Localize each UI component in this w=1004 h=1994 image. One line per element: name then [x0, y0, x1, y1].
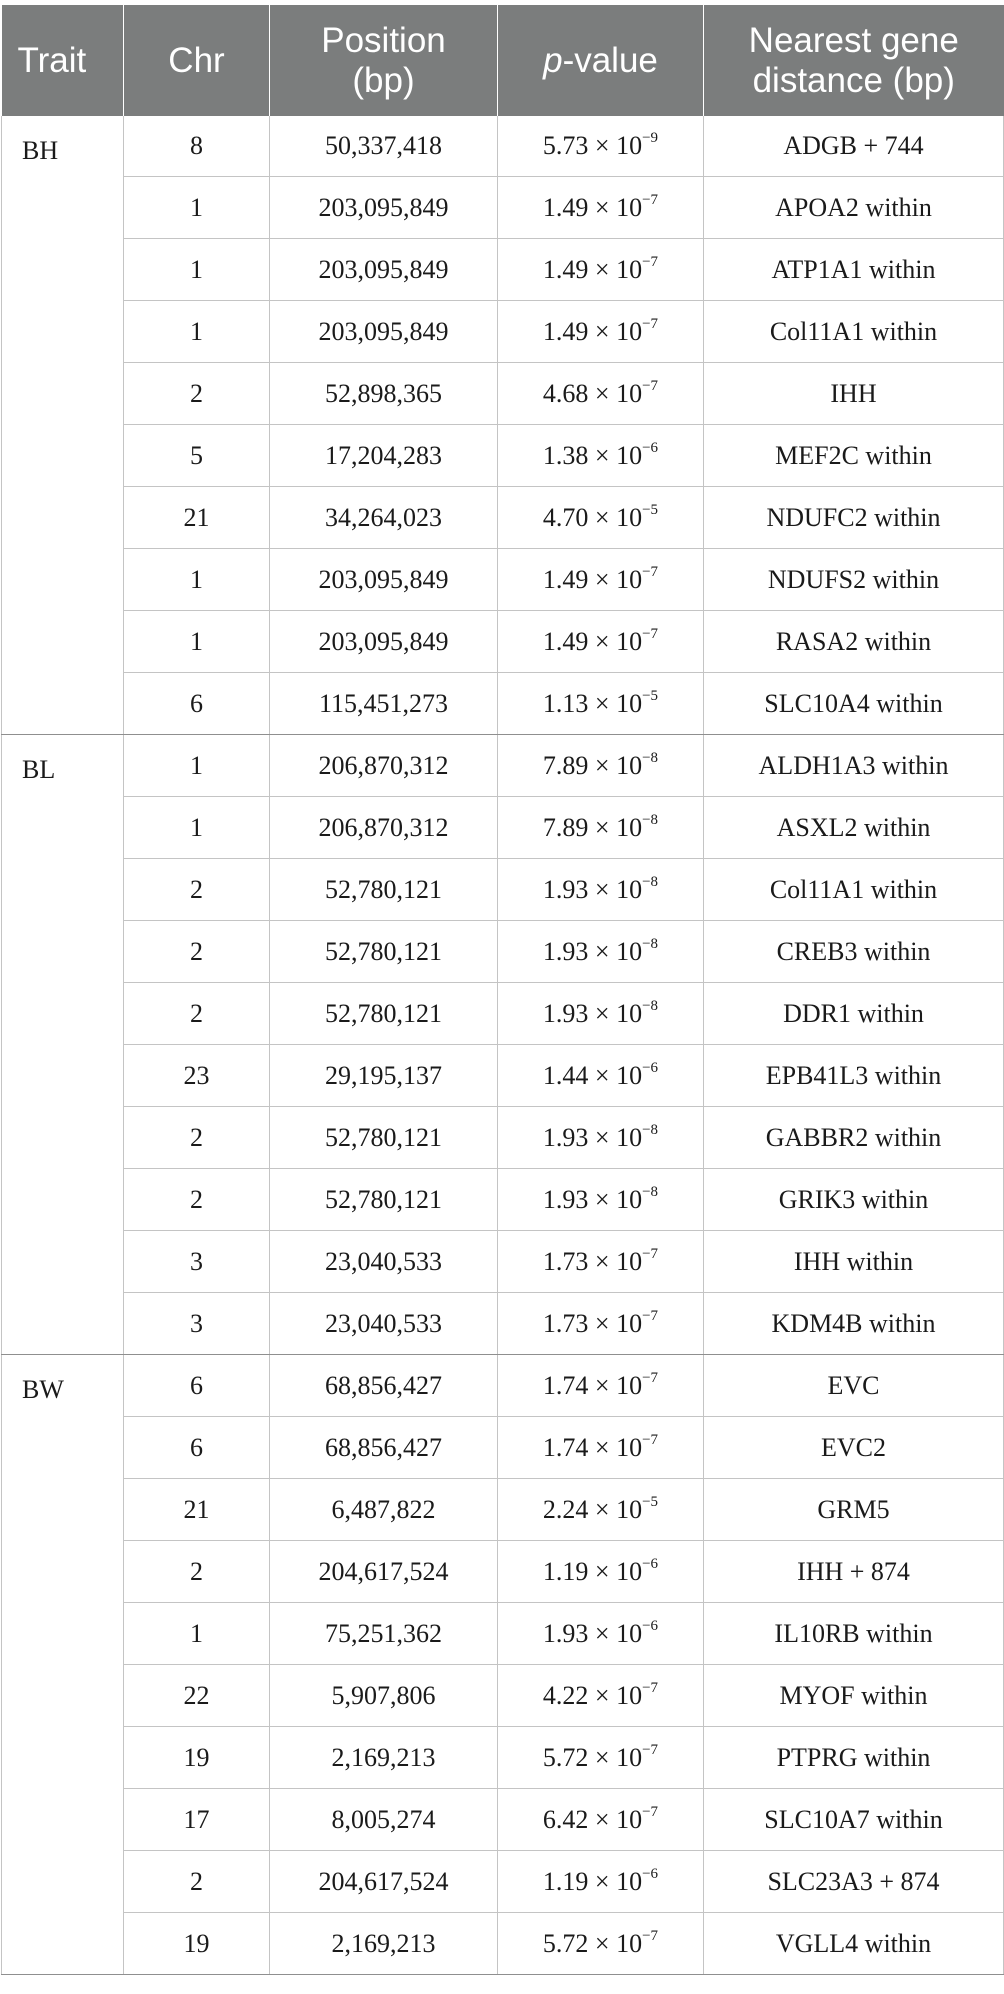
- table-row: [2, 1789, 1004, 1851]
- p-value-mantissa: 1.74 × 10: [542, 1432, 643, 1462]
- position-cell: 206,870,312: [270, 797, 498, 859]
- header-chr: Chr: [124, 5, 270, 116]
- p-value-mantissa: 1.93 × 10: [542, 1618, 643, 1648]
- table-row: [2, 239, 1004, 301]
- chr-cell: 23: [124, 1045, 270, 1107]
- p-value-mantissa: 1.49 × 10: [542, 316, 643, 346]
- p-value-cell: [498, 797, 704, 859]
- p-value-exponent: −7: [642, 1741, 659, 1758]
- p-value-exponent: −7: [642, 1245, 659, 1262]
- nearest-gene-cell: EPB41L3 within: [704, 1045, 1004, 1107]
- p-value-mantissa: 1.49 × 10: [542, 192, 643, 222]
- p-value-exponent: −8: [642, 1121, 659, 1138]
- table-row: [2, 425, 1004, 487]
- position-cell: 203,095,849: [270, 611, 498, 673]
- chr-cell: 2: [124, 1541, 270, 1603]
- p-value-mantissa: 1.49 × 10: [542, 626, 643, 656]
- table-row: [2, 1107, 1004, 1169]
- position-cell: 50,337,418: [270, 116, 498, 177]
- nearest-gene-cell: DDR1 within: [704, 983, 1004, 1045]
- p-value-cell: [498, 116, 704, 177]
- table-row: [2, 1355, 1004, 1417]
- nearest-gene-cell: SLC10A4 within: [704, 673, 1004, 735]
- nearest-gene-cell: IHH + 874: [704, 1541, 1004, 1603]
- table-row: [2, 487, 1004, 549]
- nearest-gene-cell: APOA2 within: [704, 177, 1004, 239]
- nearest-gene-cell: MEF2C within: [704, 425, 1004, 487]
- p-value-cell: [498, 363, 704, 425]
- position-cell: 206,870,312: [270, 735, 498, 797]
- p-value-cell: [498, 983, 704, 1045]
- p-value-mantissa: 1.73 × 10: [542, 1246, 643, 1276]
- chr-cell: 2: [124, 983, 270, 1045]
- p-value-exponent: −8: [642, 997, 659, 1014]
- p-value-cell: [498, 859, 704, 921]
- p-value-cell: [498, 177, 704, 239]
- position-cell: 68,856,427: [270, 1355, 498, 1417]
- p-value-exponent: −7: [642, 1431, 659, 1448]
- p-value-cell: [498, 1045, 704, 1107]
- p-value-mantissa: 1.73 × 10: [542, 1308, 643, 1338]
- p-value-exponent: −7: [642, 1307, 659, 1324]
- chr-cell: 3: [124, 1231, 270, 1293]
- nearest-gene-cell: RASA2 within: [704, 611, 1004, 673]
- p-value-exponent: −8: [642, 1183, 659, 1200]
- chr-cell: 1: [124, 239, 270, 301]
- p-value-mantissa: 4.68 × 10: [542, 378, 643, 408]
- p-value-cell: [498, 611, 704, 673]
- p-value-cell: [498, 425, 704, 487]
- p-value-mantissa: 1.19 × 10: [542, 1866, 643, 1896]
- table-row: [2, 859, 1004, 921]
- p-value-mantissa: 1.13 × 10: [542, 688, 643, 718]
- nearest-gene-cell: ADGB + 744: [704, 116, 1004, 177]
- nearest-gene-cell: VGLL4 within: [704, 1913, 1004, 1975]
- nearest-gene-cell: GRM5: [704, 1479, 1004, 1541]
- p-value-mantissa: 1.93 × 10: [542, 874, 643, 904]
- position-cell: 6,487,822: [270, 1479, 498, 1541]
- trait-cell: BW: [2, 1355, 124, 1975]
- p-value-mantissa: 1.38 × 10: [542, 440, 643, 470]
- chr-cell: 1: [124, 177, 270, 239]
- nearest-gene-cell: Col11A1 within: [704, 859, 1004, 921]
- chr-cell: 19: [124, 1727, 270, 1789]
- p-value-cell: [498, 921, 704, 983]
- p-value-exponent: −7: [642, 1803, 659, 1820]
- position-cell: 2,169,213: [270, 1913, 498, 1975]
- chr-cell: 2: [124, 859, 270, 921]
- nearest-gene-cell: IHH within: [704, 1231, 1004, 1293]
- p-value-exponent: −7: [642, 253, 659, 270]
- p-value-exponent: −7: [642, 191, 659, 208]
- nearest-gene-cell: IHH: [704, 363, 1004, 425]
- table-row: [2, 301, 1004, 363]
- nearest-gene-cell: IL10RB within: [704, 1603, 1004, 1665]
- position-cell: 52,780,121: [270, 921, 498, 983]
- p-value-mantissa: 1.19 × 10: [542, 1556, 643, 1586]
- table-row: [2, 116, 1004, 177]
- chr-cell: 2: [124, 363, 270, 425]
- p-value-exponent: −6: [642, 1059, 659, 1076]
- chr-cell: 2: [124, 921, 270, 983]
- position-cell: 23,040,533: [270, 1231, 498, 1293]
- p-value-mantissa: 6.42 × 10: [542, 1804, 643, 1834]
- chr-cell: 2: [124, 1851, 270, 1913]
- p-value-exponent: −7: [642, 1679, 659, 1696]
- chr-cell: 17: [124, 1789, 270, 1851]
- nearest-gene-cell: KDM4B within: [704, 1293, 1004, 1355]
- chr-cell: 1: [124, 735, 270, 797]
- p-value-exponent: −7: [642, 1927, 659, 1944]
- p-value-cell: [498, 1851, 704, 1913]
- p-value-mantissa: 1.93 × 10: [542, 1122, 643, 1152]
- table-row: [2, 363, 1004, 425]
- chr-cell: 1: [124, 611, 270, 673]
- table-row: [2, 1603, 1004, 1665]
- p-value-mantissa: 2.24 × 10: [542, 1494, 643, 1524]
- table-row: [2, 1417, 1004, 1479]
- nearest-gene-cell: EVC: [704, 1355, 1004, 1417]
- chr-cell: 21: [124, 1479, 270, 1541]
- p-value-mantissa: 5.72 × 10: [542, 1742, 643, 1772]
- p-value-mantissa: 1.93 × 10: [542, 998, 643, 1028]
- gwas-results-table: [1, 5, 1004, 1975]
- p-value-cell: [498, 1727, 704, 1789]
- p-value-mantissa: 1.74 × 10: [542, 1370, 643, 1400]
- nearest-gene-cell: Col11A1 within: [704, 301, 1004, 363]
- chr-cell: 1: [124, 1603, 270, 1665]
- chr-cell: 1: [124, 301, 270, 363]
- p-value-exponent: −7: [642, 563, 659, 580]
- p-value-exponent: −6: [642, 439, 659, 456]
- p-value-exponent: −5: [642, 1493, 659, 1510]
- chr-cell: 1: [124, 549, 270, 611]
- header-p-value: p-value: [498, 5, 704, 116]
- header-trait: Trait: [2, 5, 124, 116]
- table-row: [2, 983, 1004, 1045]
- table-row: [2, 1169, 1004, 1231]
- p-value-cell: [498, 1665, 704, 1727]
- p-value-mantissa: 5.72 × 10: [542, 1928, 643, 1958]
- p-value-exponent: −5: [642, 501, 659, 518]
- p-value-exponent: −6: [642, 1617, 659, 1634]
- p-value-cell: [498, 301, 704, 363]
- table-row: [2, 1293, 1004, 1355]
- header-position: Position (bp): [270, 5, 498, 116]
- nearest-gene-cell: ATP1A1 within: [704, 239, 1004, 301]
- p-value-mantissa: 1.49 × 10: [542, 254, 643, 284]
- p-value-cell: [498, 1169, 704, 1231]
- position-cell: 17,204,283: [270, 425, 498, 487]
- p-value-exponent: −7: [642, 315, 659, 332]
- position-cell: 34,264,023: [270, 487, 498, 549]
- position-cell: 5,907,806: [270, 1665, 498, 1727]
- chr-cell: 19: [124, 1913, 270, 1975]
- p-value-cell: [498, 1789, 704, 1851]
- p-value-exponent: −8: [642, 873, 659, 890]
- position-cell: 8,005,274: [270, 1789, 498, 1851]
- p-value-cell: [498, 1541, 704, 1603]
- position-cell: 23,040,533: [270, 1293, 498, 1355]
- p-value-exponent: −8: [642, 749, 659, 766]
- nearest-gene-cell: NDUFS2 within: [704, 549, 1004, 611]
- p-value-cell: [498, 1293, 704, 1355]
- trait-cell: BL: [2, 735, 124, 1355]
- trait-cell: BH: [2, 116, 124, 735]
- position-cell: 29,195,137: [270, 1045, 498, 1107]
- p-value-exponent: −6: [642, 1865, 659, 1882]
- position-cell: 203,095,849: [270, 301, 498, 363]
- table-row: [2, 1913, 1004, 1975]
- p-value-cell: [498, 735, 704, 797]
- header-nearest-gene: Nearest gene distance (bp): [704, 5, 1004, 116]
- chr-cell: 5: [124, 425, 270, 487]
- position-cell: 52,780,121: [270, 1169, 498, 1231]
- chr-cell: 2: [124, 1107, 270, 1169]
- p-value-cell: [498, 239, 704, 301]
- nearest-gene-cell: EVC2: [704, 1417, 1004, 1479]
- position-cell: 52,780,121: [270, 983, 498, 1045]
- nearest-gene-cell: CREB3 within: [704, 921, 1004, 983]
- p-value-mantissa: 4.70 × 10: [542, 502, 643, 532]
- position-cell: 75,251,362: [270, 1603, 498, 1665]
- table-row: [2, 1231, 1004, 1293]
- nearest-gene-cell: ALDH1A3 within: [704, 735, 1004, 797]
- p-value-cell: [498, 1417, 704, 1479]
- chr-cell: 22: [124, 1665, 270, 1727]
- header-row: [2, 5, 1004, 116]
- table-row: [2, 735, 1004, 797]
- p-value-exponent: −7: [642, 625, 659, 642]
- p-value-cell: [498, 549, 704, 611]
- chr-cell: 1: [124, 797, 270, 859]
- p-value-cell: [498, 1479, 704, 1541]
- position-cell: 52,780,121: [270, 1107, 498, 1169]
- nearest-gene-cell: ASXL2 within: [704, 797, 1004, 859]
- p-value-exponent: −8: [642, 935, 659, 952]
- table-row: [2, 1727, 1004, 1789]
- position-cell: 204,617,524: [270, 1851, 498, 1913]
- p-value-mantissa: 1.44 × 10: [542, 1060, 643, 1090]
- chr-cell: 21: [124, 487, 270, 549]
- table-row: [2, 611, 1004, 673]
- table-row: [2, 1045, 1004, 1107]
- p-value-exponent: −5: [642, 687, 659, 704]
- p-value-cell: [498, 1231, 704, 1293]
- p-value-cell: [498, 487, 704, 549]
- p-value-cell: [498, 1603, 704, 1665]
- chr-cell: 6: [124, 1417, 270, 1479]
- chr-cell: 6: [124, 1355, 270, 1417]
- p-value-mantissa: 1.49 × 10: [542, 564, 643, 594]
- p-value-mantissa: 1.93 × 10: [542, 936, 643, 966]
- table-header: [2, 5, 1004, 116]
- nearest-gene-cell: PTPRG within: [704, 1727, 1004, 1789]
- position-cell: 2,169,213: [270, 1727, 498, 1789]
- table-row: [2, 177, 1004, 239]
- p-value-mantissa: 7.89 × 10: [542, 812, 643, 842]
- chr-cell: 3: [124, 1293, 270, 1355]
- p-value-exponent: −7: [642, 377, 659, 394]
- table-row: [2, 797, 1004, 859]
- position-cell: 115,451,273: [270, 673, 498, 735]
- table-body: [2, 116, 1004, 1975]
- position-cell: 203,095,849: [270, 177, 498, 239]
- position-cell: 204,617,524: [270, 1541, 498, 1603]
- table-row: [2, 549, 1004, 611]
- p-value-exponent: −9: [642, 130, 659, 146]
- p-value-cell: [498, 673, 704, 735]
- nearest-gene-cell: SLC10A7 within: [704, 1789, 1004, 1851]
- nearest-gene-cell: SLC23A3 + 874: [704, 1851, 1004, 1913]
- table-row: [2, 1665, 1004, 1727]
- position-cell: 52,898,365: [270, 363, 498, 425]
- position-cell: 203,095,849: [270, 549, 498, 611]
- position-cell: 52,780,121: [270, 859, 498, 921]
- p-value-mantissa: 1.93 × 10: [542, 1184, 643, 1214]
- chr-cell: 6: [124, 673, 270, 735]
- nearest-gene-cell: MYOF within: [704, 1665, 1004, 1727]
- table-row: [2, 921, 1004, 983]
- chr-cell: 8: [124, 116, 270, 177]
- p-value-cell: [498, 1913, 704, 1975]
- nearest-gene-cell: GABBR2 within: [704, 1107, 1004, 1169]
- p-value-exponent: −7: [642, 1369, 659, 1386]
- p-value-mantissa: 4.22 × 10: [542, 1680, 643, 1710]
- chr-cell: 2: [124, 1169, 270, 1231]
- p-value-cell: [498, 1355, 704, 1417]
- nearest-gene-cell: GRIK3 within: [704, 1169, 1004, 1231]
- position-cell: 68,856,427: [270, 1417, 498, 1479]
- p-value-mantissa: 5.73 × 10: [542, 131, 643, 160]
- p-value-exponent: −8: [642, 811, 659, 828]
- table-row: [2, 1479, 1004, 1541]
- p-value-mantissa: 7.89 × 10: [542, 750, 643, 780]
- table-row: [2, 1851, 1004, 1913]
- p-value-cell: [498, 1107, 704, 1169]
- position-cell: 203,095,849: [270, 239, 498, 301]
- nearest-gene-cell: NDUFC2 within: [704, 487, 1004, 549]
- table-row: [2, 1541, 1004, 1603]
- p-value-exponent: −6: [642, 1555, 659, 1572]
- table-row: [2, 673, 1004, 735]
